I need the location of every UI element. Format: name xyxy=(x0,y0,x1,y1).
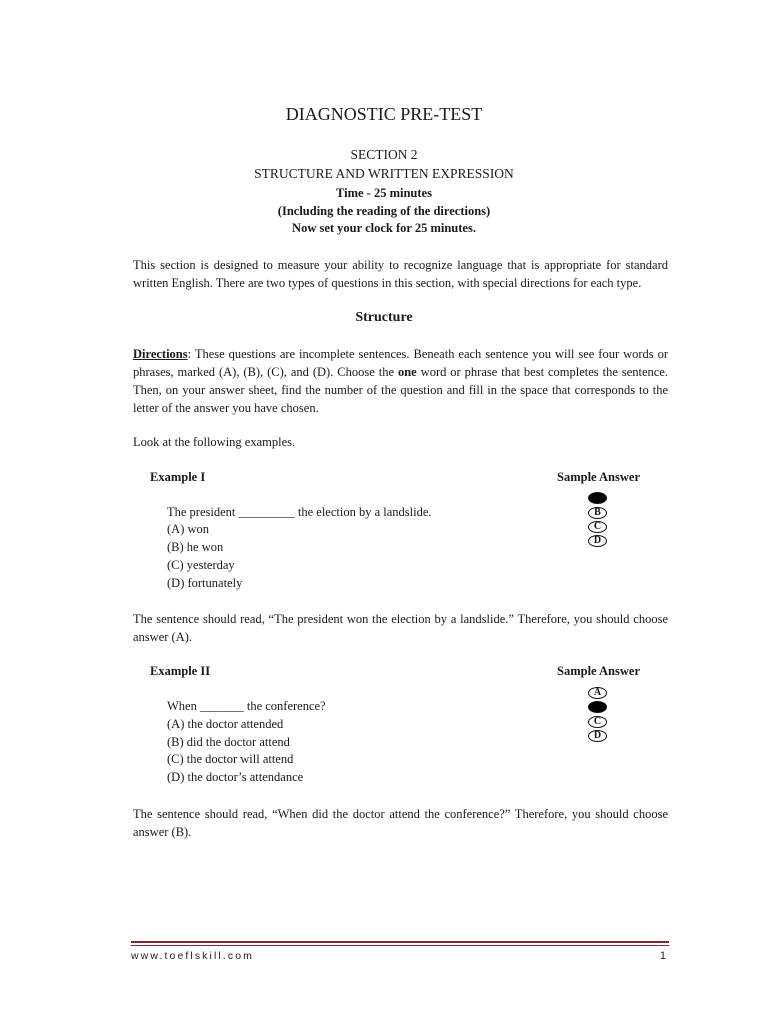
example-1-bubble-d: D xyxy=(588,535,607,547)
directions-label: Directions xyxy=(133,347,188,361)
directions-paragraph xyxy=(133,345,668,417)
example-2-bubble-b: B xyxy=(588,701,607,713)
section-name: STRUCTURE AND WRITTEN EXPRESSION xyxy=(254,166,514,181)
example-2-question: When _______ the conference? xyxy=(167,699,326,713)
directions-text-2: word or phrase that best completes the sentence. Then, on your answer sheet, find the number of the question and fill in the space that corresponds to the letter of the answer you have chosen. xyxy=(133,365,668,415)
look-text: Look at the following examples. xyxy=(133,435,296,449)
example-2-option-a: (A) the doctor attended xyxy=(167,717,284,731)
directions-emphasis: one xyxy=(397,365,417,379)
example-2-option-c: (C) the doctor will attend xyxy=(167,752,294,766)
example-1-option-a: (A) won xyxy=(167,522,210,536)
example-2-explanation: The sentence should read, “When did the doctor attend the conference?” Therefore, you should choose answer (B). xyxy=(133,807,668,839)
directions-text-1: : These questions are incomplete sentences. Beneath each sentence you will see four words or phrases, marked (A), (B), (C), and (D). Choose the xyxy=(133,347,668,379)
example-1-option-c: (C) yesterday xyxy=(167,558,235,572)
section-number: SECTION 2 xyxy=(350,147,418,162)
example-1-bubble-b: B xyxy=(588,507,607,519)
intro-paragraph: This section is designed to measure your ability to recognize language that is appropriate for standard written English. There are two types of questions in this section, with special directions for each type. xyxy=(133,258,668,290)
example-2-option-d: (D) the doctor’s attendance xyxy=(167,770,304,784)
example-2-label: Example II xyxy=(150,664,211,678)
example-1-label: Example I xyxy=(150,470,206,484)
example-1-explanation: The sentence should read, “The president won the election by a landslide.” Therefore, you should choose answer (A). xyxy=(133,612,668,644)
example-1-bubble-c: C xyxy=(588,521,607,533)
example-1-option-d: (D) fortunately xyxy=(167,576,243,590)
example-2-option-b: (B) did the doctor attend xyxy=(167,735,290,749)
example-2-sample-answer-label: Sample Answer xyxy=(557,664,640,678)
example-2-bubble-d: D xyxy=(588,730,607,742)
example-2-bubble-c: C xyxy=(588,716,607,728)
example-1-sample-answer-label: Sample Answer xyxy=(557,470,640,484)
document-title: DIAGNOSTIC PRE-TEST xyxy=(285,104,483,124)
clock-instruction: Now set your clock for 25 minutes. xyxy=(292,221,476,235)
time-limit: Time - 25 minutes xyxy=(336,186,432,200)
footer-rule-thick xyxy=(131,941,669,943)
time-note: (Including the reading of the directions) xyxy=(277,204,491,218)
footer-rule-thin xyxy=(131,945,669,946)
example-1-option-b: (B) he won xyxy=(167,540,224,554)
example-1-bubble-a: A xyxy=(588,492,607,504)
example-1-question: The president _________ the election by a landslide. xyxy=(167,505,432,519)
footer-website: www.toeflskill.com xyxy=(131,950,254,962)
example-2-bubble-a: A xyxy=(588,687,607,699)
page-number: 1 xyxy=(659,950,666,962)
structure-heading: Structure xyxy=(355,310,413,325)
